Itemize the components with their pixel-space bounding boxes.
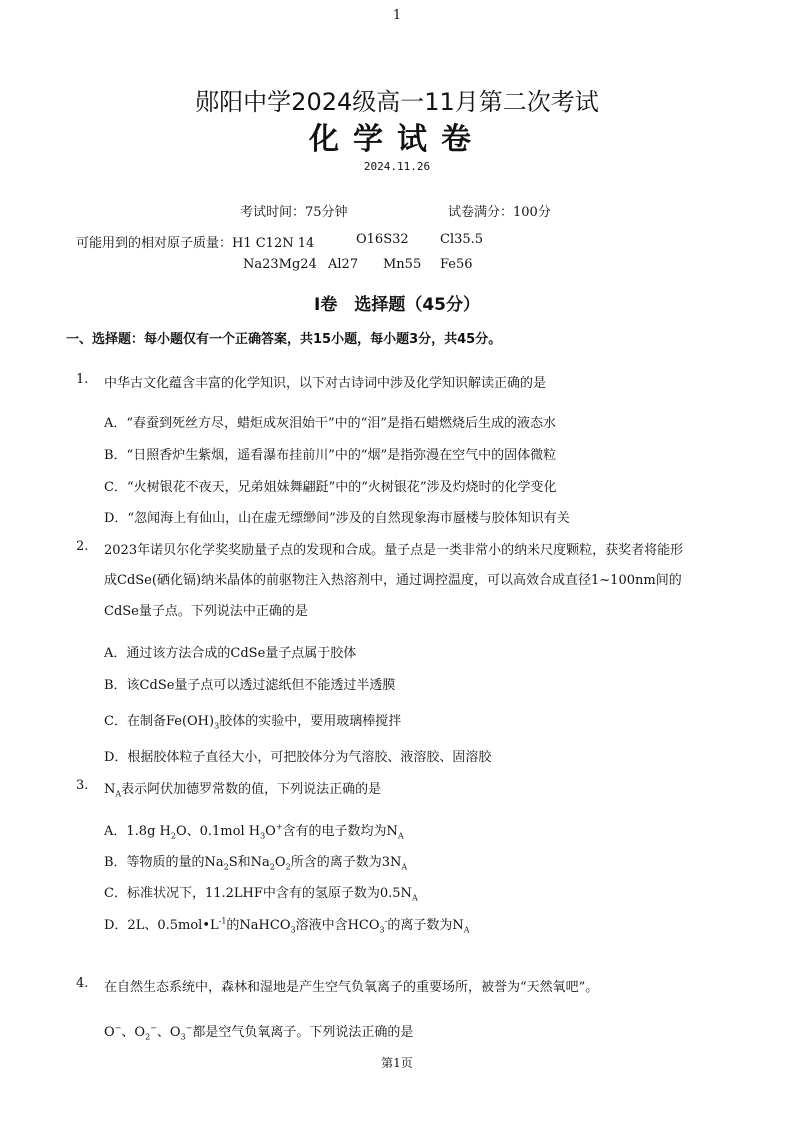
q3-d-sup1: -1 (218, 916, 227, 926)
section-title: I卷 选择题（45分） (314, 295, 480, 315)
q3-d-part2: 的NaHCO (226, 918, 291, 933)
q4-sep1: 、 (121, 1025, 135, 1040)
q2-option-c-post: 胶体的实验中，要用玻璃棒搅拌 (219, 714, 402, 729)
q3-number: 3. (76, 778, 89, 793)
q3-a-sup: + (275, 822, 283, 832)
q4-ion2: O (134, 1025, 146, 1040)
q4-stem-line1: 在自然生态系统中，森林和湿地是产生空气负氧离子的重要场所，被誉为“天然氧吧”。 (104, 980, 599, 995)
q1-option-b: B．“日照香炉生紫烟，遥看瀑布挂前川”中的“烟”是指弥漫在空气中的固体微粒 (104, 448, 557, 463)
atomic-mass-fe: Fe56 (440, 257, 473, 272)
q3-na-symbol: N (104, 782, 116, 797)
q3-a-part1: A．1.8g H (104, 824, 171, 839)
q2-option-b: B．该CdSe量子点可以透过滤纸但不能透过半透膜 (104, 678, 396, 693)
q3-na-sub: A (115, 789, 122, 799)
q4-ion3-sub: 3 (180, 1032, 186, 1042)
q2-stem-line3: CdSe量子点。下列说法中正确的是 (104, 604, 308, 619)
q2-option-c (104, 710, 401, 731)
atomic-mass-na-mg: Na23Mg24 (243, 257, 317, 272)
q4-ion2-sup: − (150, 1023, 157, 1033)
q3-a-sub2: 3 (260, 831, 266, 841)
q4-ion2-sub: 2 (145, 1032, 151, 1042)
exam-title: 郧阳中学2024级高一11月第二次考试 (195, 88, 599, 116)
q3-b-part3: O (274, 855, 286, 870)
q1-stem: 中华古文化蕴含丰富的化学知识，以下对古诗词中涉及化学知识解读正确的是 (104, 376, 547, 391)
q3-c-part1: C．标准状况下，11.2LHF中含有的氢原子数为0.5N (104, 886, 412, 901)
atomic-mass-label: 可能用到的相对原子质量：H1 C12N 14 (76, 236, 315, 251)
q3-b-sub4: A (401, 862, 408, 872)
q3-d-sub1: 3 (290, 925, 296, 935)
q1-option-a: A．“春蚕到死丝方尽，蜡炬成灰泪始干”中的“泪”是指石蜡燃烧后生成的液态水 (104, 416, 556, 431)
q3-d-sup2: - (384, 916, 388, 926)
q3-b-sub3: 2 (285, 862, 291, 872)
q4-ion1: O (104, 1025, 115, 1040)
q3-a-part4: 含有的电子数均为N (282, 824, 398, 839)
q3-option-b (104, 851, 407, 872)
q4-ion1-sup: − (114, 1023, 122, 1033)
q3-option-a (104, 820, 404, 841)
atomic-mass-al: Al27 (328, 257, 359, 272)
q3-stem-text: 表示阿伏加德罗常数的值，下列说法正确的是 (121, 782, 382, 797)
atomic-mass-cl: Cl35.5 (440, 232, 484, 247)
q3-d-part4: 的离子数为N (387, 918, 464, 933)
q3-d-part1: D．2L、0.5mol•L (104, 918, 219, 933)
atomic-mass-mn: Mn55 (383, 257, 422, 272)
q3-d-sub2: 3 (379, 925, 385, 935)
q1-number: 1. (76, 372, 89, 387)
q1-option-d: D．“忽闻海上有仙山，山在虚无缥缈间”涉及的自然现象海市蜃楼与胶体知识有关 (104, 511, 570, 526)
q3-b-part4: 所含的离子数为3N (290, 855, 402, 870)
q2-number: 2. (76, 539, 89, 554)
q3-b-sub2: 2 (269, 862, 275, 872)
q3-option-c (104, 882, 418, 903)
exam-time: 考试时间：75分钟 (240, 205, 348, 220)
q3-option-d (104, 914, 470, 935)
q4-sep2: 、 (156, 1025, 170, 1040)
q3-a-part2: O、0.1mol H (175, 824, 261, 839)
q2-stem-line1: 2023年诺贝尔化学奖奖励量子点的发现和合成。量子点是一类非常小的纳米尺度颗粒，获奖者将能形 (104, 543, 684, 558)
q3-stem (104, 778, 381, 799)
atomic-mass-o-s: O16S32 (356, 232, 409, 247)
q4-number: 4. (76, 976, 89, 991)
q2-option-c-pre: C．在制备Fe(OH) (104, 714, 215, 729)
q2-option-c-sub: 3 (214, 721, 220, 731)
q3-d-sub3: A (463, 925, 470, 935)
q4-stem-line2 (104, 1021, 413, 1042)
subject-title: 化学试卷 (309, 122, 485, 157)
part-instructions: 一、选择题：每小题仅有一个正确答案，共15小题，每小题3分，共45分。 (66, 332, 502, 347)
q3-d-part3: 溶液中含HCO (295, 918, 380, 933)
full-score: 试卷满分：100分 (448, 205, 551, 220)
q4-ion3: O (169, 1025, 181, 1040)
page-top-number: 1 (392, 8, 402, 23)
q2-option-d: D．根据胶体粒子直径大小，可把胶体分为气溶胶、液溶胶、固溶胶 (104, 750, 492, 765)
exam-date: 2024.11.26 (363, 160, 431, 173)
q3-a-part3: O (265, 824, 276, 839)
q2-stem-line2: 成CdSe(硒化镉)纳米晶体的前驱物注入热溶剂中，通过调控温度，可以高效合成直径1~100nm间的 (104, 573, 682, 588)
q3-c-sub: A (411, 893, 418, 903)
q1-option-c: C．“火树银花不夜天，兄弟姐妹舞翩跹”中的“火树银花”涉及灼烧时的化学变化 (104, 480, 557, 495)
q3-b-part1: B．等物质的量的Na (104, 855, 224, 870)
q3-a-sub3: A (397, 831, 404, 841)
q4-stem-text: 都是空气负氧离子。下列说法正确的是 (192, 1025, 414, 1040)
q3-b-part2: S和Na (228, 855, 270, 870)
page-footer: 第1页 (381, 1056, 413, 1070)
q3-b-sub1: 2 (223, 862, 229, 872)
q2-option-a: A．通过该方法合成的CdSe量子点属于胶体 (104, 646, 357, 661)
q4-ion3-sup: − (185, 1023, 193, 1033)
q3-a-sub1: 2 (170, 831, 176, 841)
